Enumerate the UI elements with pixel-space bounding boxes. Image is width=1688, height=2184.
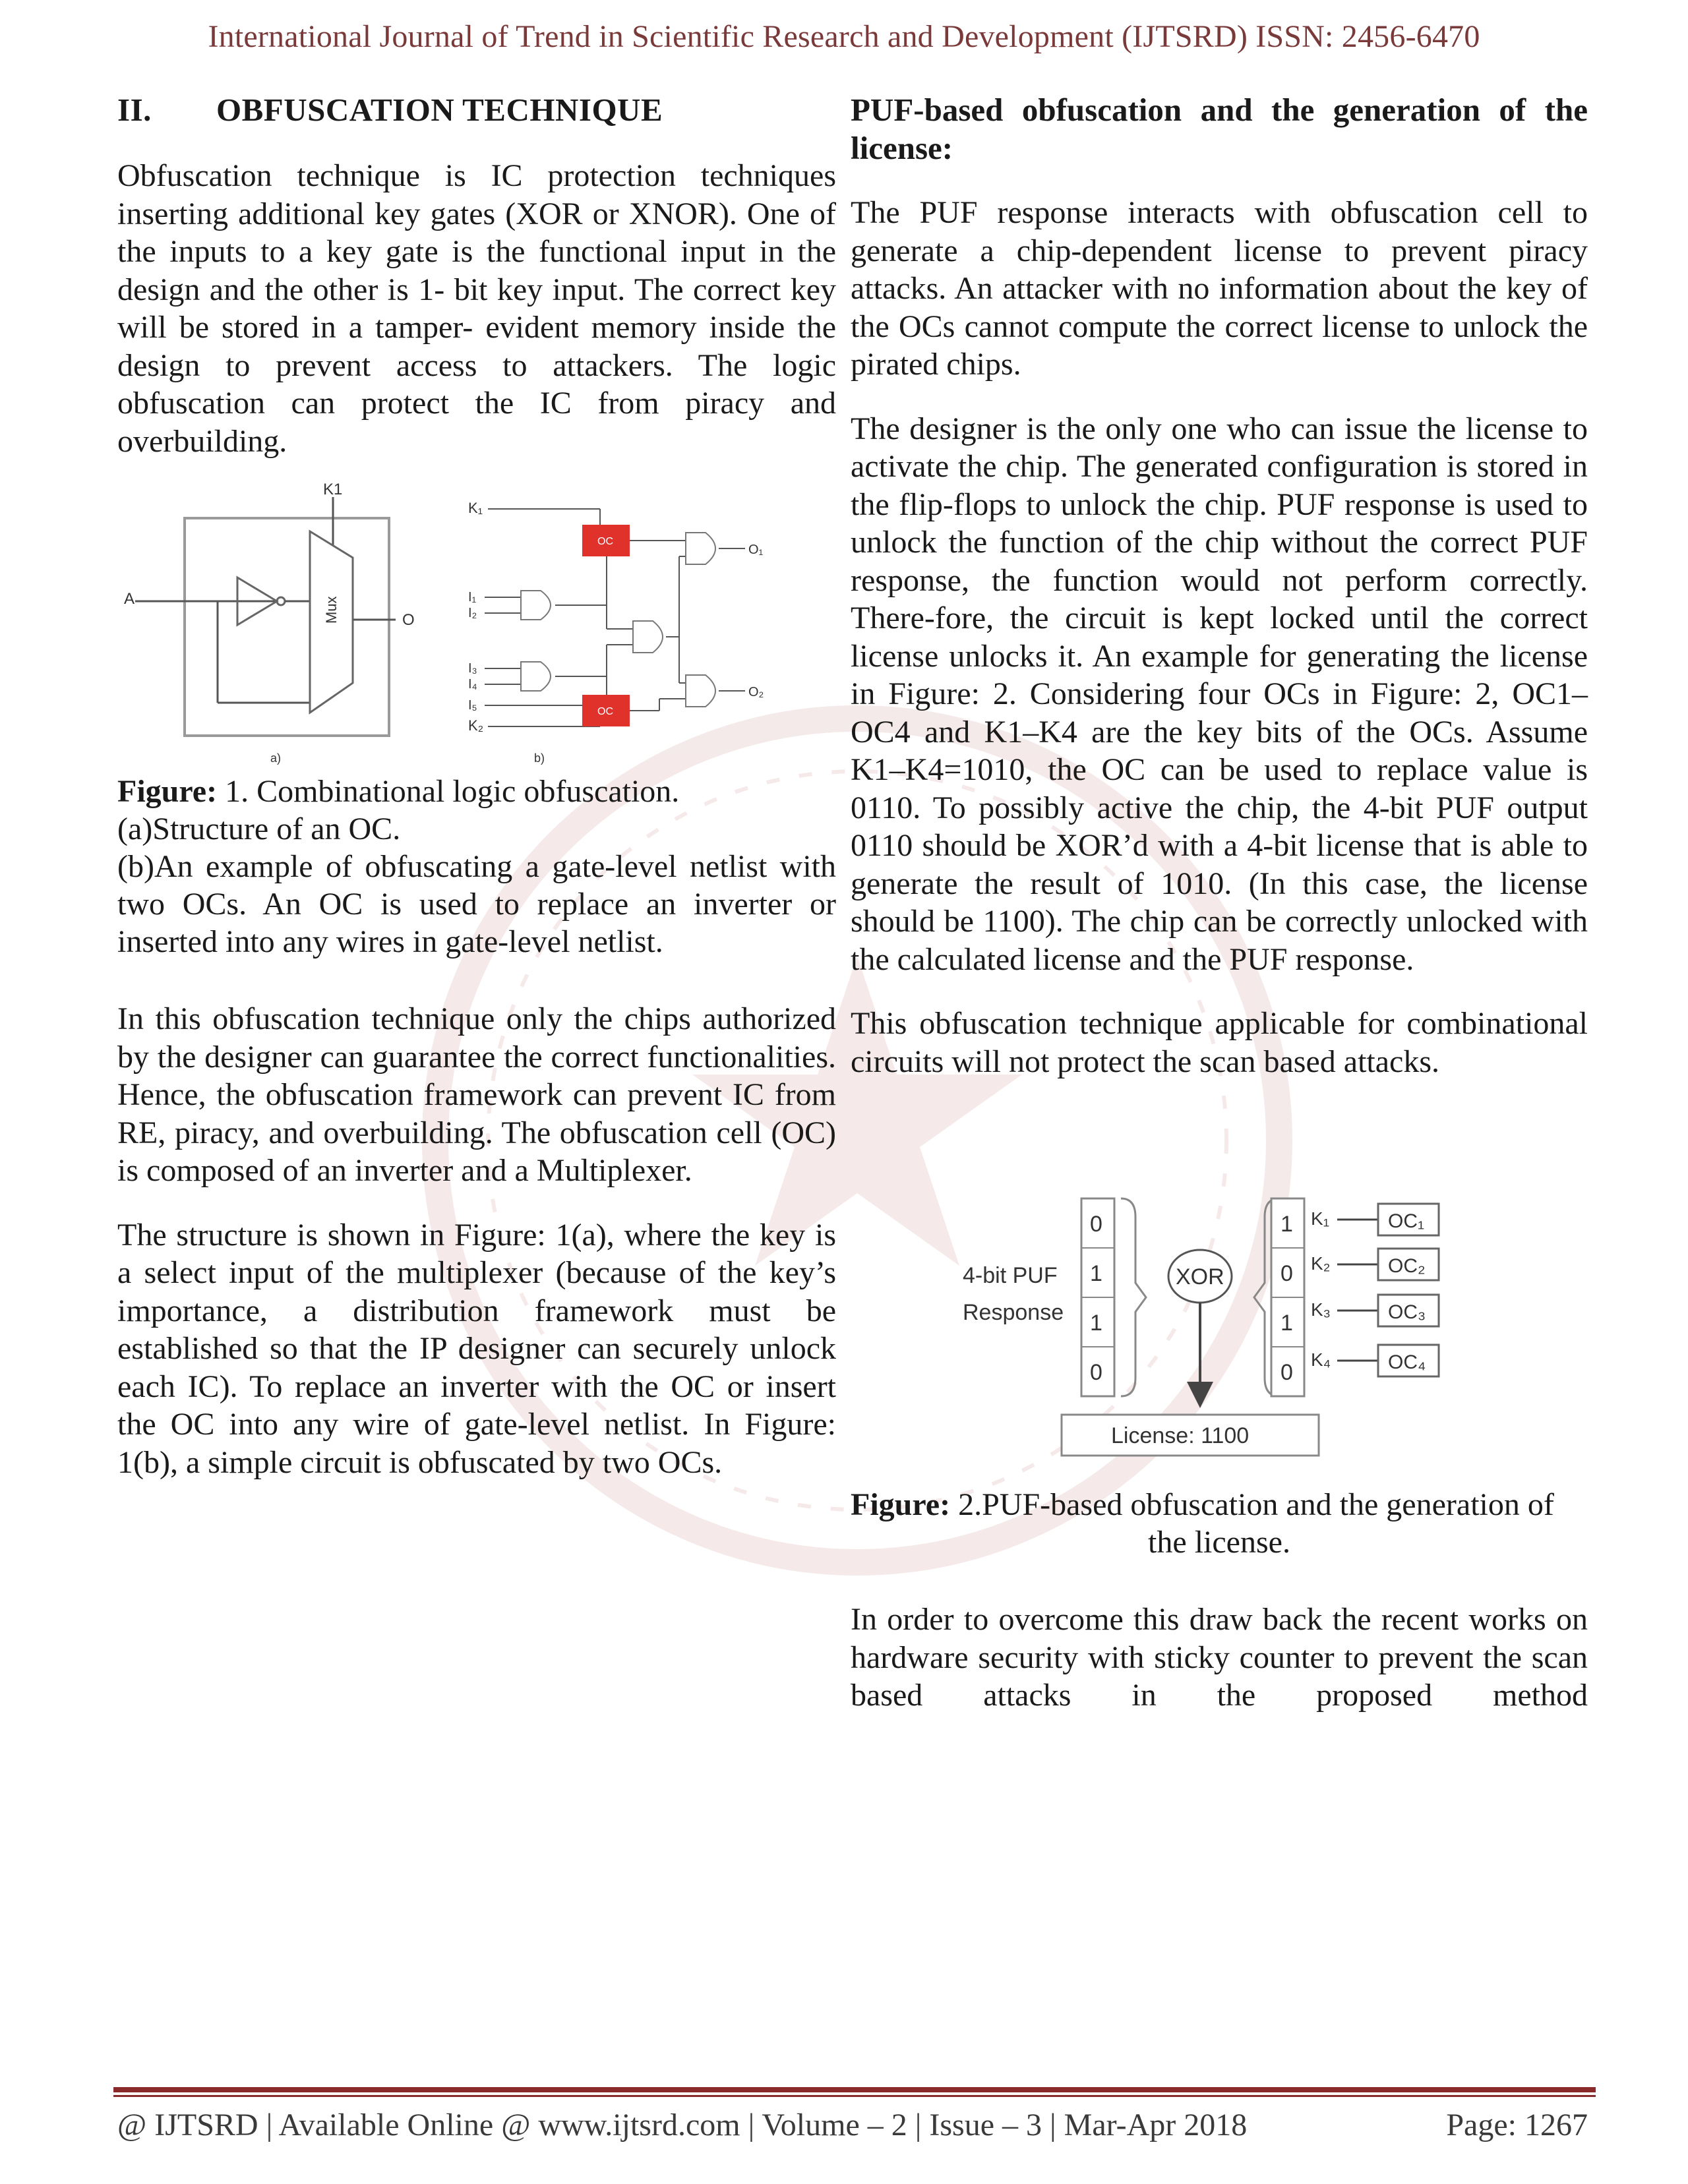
puf-bit-1: 0	[1090, 1212, 1102, 1237]
down-arrow-icon	[1187, 1382, 1213, 1408]
footer-rule-thick	[113, 2087, 1596, 2092]
figure-1a-oc-structure	[124, 481, 415, 765]
fig1b-input-1: I₁	[468, 590, 477, 605]
figure-1-caption	[117, 773, 836, 960]
section-number: II.	[117, 92, 152, 128]
key-label-4: K₄	[1311, 1349, 1331, 1370]
key-label-2: K₂	[1311, 1253, 1331, 1274]
fig1a-key-label: K1	[323, 481, 343, 498]
fig1b-output-2: O₂	[748, 685, 764, 699]
key-bit-1: 1	[1281, 1212, 1293, 1237]
right-paragraph-4: In order to overcome this draw back the recent works on hardware security with sticky counter to prevent the scan based attacks in the proposed method	[851, 1602, 1588, 1713]
section-title: OBFUSCATION TECHNIQUE	[216, 92, 663, 128]
fig1a-input-label: A	[124, 590, 135, 608]
right-paragraph-3: This obfuscation technique applicable for combinational circuits will not protect the scan based attacks.	[851, 1006, 1588, 1079]
fig1b-input-4: I₄	[468, 677, 477, 692]
key-bit-2: 0	[1281, 1261, 1293, 1286]
figure-1b-netlist	[468, 500, 764, 765]
figure-1-caption-a: (a)Structure of an OC.	[117, 812, 401, 846]
left-paragraph-1: Obfuscation technique is IC protection techniques inserting additional key gates (XOR or XNOR). One of the inputs to a key gate is the functional input in the design and the other is 1- bit key input. The correct key will be stored in a tamper- evident memory inside the design to prevent access to attackers. The logic obfuscation can protect the IC from piracy and overbuilding.	[117, 158, 836, 459]
right-subheading: PUF-based obfuscation and the generation of the license:	[851, 92, 1588, 166]
caption-2-text: 2.PUF-based obfuscation and the generation of	[950, 1487, 1554, 1522]
puf-label-line-1: 4-bit PUF	[963, 1263, 1058, 1288]
figure-2-caption-line-2: the license.	[1148, 1525, 1290, 1560]
right-paragraph-1: The PUF response interacts with obfuscation cell to generate a chip-dependent license to prevent piracy attacks. An attacker with no information about the key of the OCs cannot compute the correct license to unlock the pirated chips.	[851, 195, 1588, 382]
fig1b-oc-2-label: OC	[597, 706, 613, 717]
license-label: License: 1100	[1111, 1423, 1250, 1448]
left-paragraph-3: The structure is shown in Figure: 1(a), where the key is a select input of the multiplexer (because of the key’s importance, a distribution framework must be established so that the IP designer can securely unlock each IC). To replace an inverter with the OC or insert the OC into any wire of gate-level netlist. In Figure: 1(b), a simple circuit is obfuscated by two OCs.	[117, 1217, 836, 1480]
fig1b-oc-1-label: OC	[597, 536, 613, 547]
section-heading	[117, 91, 663, 129]
caption-2-label: Figure:	[851, 1487, 951, 1522]
fig1b-input-2: I₂	[468, 606, 477, 620]
running-header: International Journal of Trend in Scientific Research and Development (IJTSRD) ISSN: 2456-6470	[208, 19, 1480, 54]
fig1b-gate-g2	[521, 591, 551, 620]
fig1b-k2-label: K₂	[468, 717, 484, 734]
fig1b-tag: b)	[534, 752, 545, 765]
fig1a-output-label: O	[402, 611, 415, 629]
fig1b-k1-label: K₁	[468, 500, 483, 516]
xor-label: XOR	[1176, 1264, 1224, 1289]
right-paragraph-2: The designer is the only one who can issue the license to activate the chip. The generated configuration is stored in the flip-flops to unlock the chip. PUF response is used to unlock the function of the chip without the correct PUF response, the function would not perform correctly. There-fore, the circuit is kept locked until the correct license unlocks it. An example for generating the license in Figure: 2. Considering four OCs in Figure: 2, OC1–OC4 and K1–K4 are the key bits of the OCs. Assume K1–K4=1010, the OC can be used to replace value is 0110. To possibly active the chip, the 4-bit PUF output 0110 should be XOR’d with a 4-bit license that is able to generate the result of 1010. (In this case, the license should be 1100). The chip can be correctly unlocked with the calculated license and the PUF response.	[851, 411, 1588, 977]
left-column-lower	[117, 1000, 836, 1481]
puf-bit-3: 1	[1090, 1311, 1102, 1336]
fig1b-gate-g5	[633, 621, 663, 653]
key-bit-3: 1	[1281, 1311, 1293, 1336]
fig1b-output-1: O₁	[748, 543, 764, 557]
figure-2-caption-line-1	[851, 1486, 1588, 1523]
figure-2	[963, 1191, 1490, 1467]
puf-bit-4: 0	[1090, 1360, 1102, 1385]
fig1a-tag: a)	[270, 752, 282, 765]
fig1a-mux-label: Mux	[323, 596, 340, 624]
key-label-3: K₃	[1311, 1299, 1331, 1320]
oc-label-4: OC₄	[1388, 1351, 1426, 1373]
fig1b-input-5: I₅	[468, 698, 477, 713]
left-column	[117, 157, 836, 460]
key-bit-4: 0	[1281, 1360, 1293, 1385]
footer-info: @ IJTSRD | Available Online @ www.ijtsrd.com | Volume – 2 | Issue – 3 | Mar-Apr 2018	[117, 2108, 1248, 2142]
caption-1-text: 1. Combinational logic obfuscation.	[217, 774, 680, 809]
fig1b-gate-g6	[686, 533, 715, 564]
left-paragraph-2: In this obfuscation technique only the chips authorized by the designer can guarantee the correct functionalities. Hence, the obfuscation framework can prevent IC from RE, piracy, and overbuilding. The obfuscation cell (OC) is composed of an inverter and a Multiplexer.	[117, 1001, 836, 1188]
figure-2-caption	[851, 1486, 1588, 1561]
right-column-lower	[851, 1601, 1588, 1715]
page-footer	[117, 2107, 1588, 2143]
page-number: Page: 1267	[1446, 2108, 1588, 2142]
figure-1-caption-b: (b)An example of obfuscating a gate-level netlist with two OCs. An OC is used to replace an inverter or inserted into any wires in gate-level netlist.	[117, 849, 836, 959]
fig1b-gate-g3	[521, 662, 551, 691]
caption-1-label: Figure:	[117, 774, 218, 809]
figure-1	[124, 481, 837, 775]
oc-label-3: OC₃	[1388, 1301, 1426, 1323]
oc-label-2: OC₂	[1388, 1255, 1426, 1277]
oc-label-1: OC₁	[1388, 1210, 1425, 1232]
puf-bit-2: 1	[1090, 1261, 1102, 1286]
puf-label-line-2: Response	[963, 1300, 1064, 1325]
fig1b-gate-g7	[686, 675, 715, 707]
key-label-1: K₁	[1311, 1208, 1330, 1229]
right-column	[851, 91, 1588, 1080]
figure-1-caption-title	[117, 773, 836, 810]
footer-rule-thin	[113, 2095, 1596, 2097]
puf-brace	[1121, 1198, 1146, 1396]
fig1b-input-3: I₃	[468, 661, 477, 676]
